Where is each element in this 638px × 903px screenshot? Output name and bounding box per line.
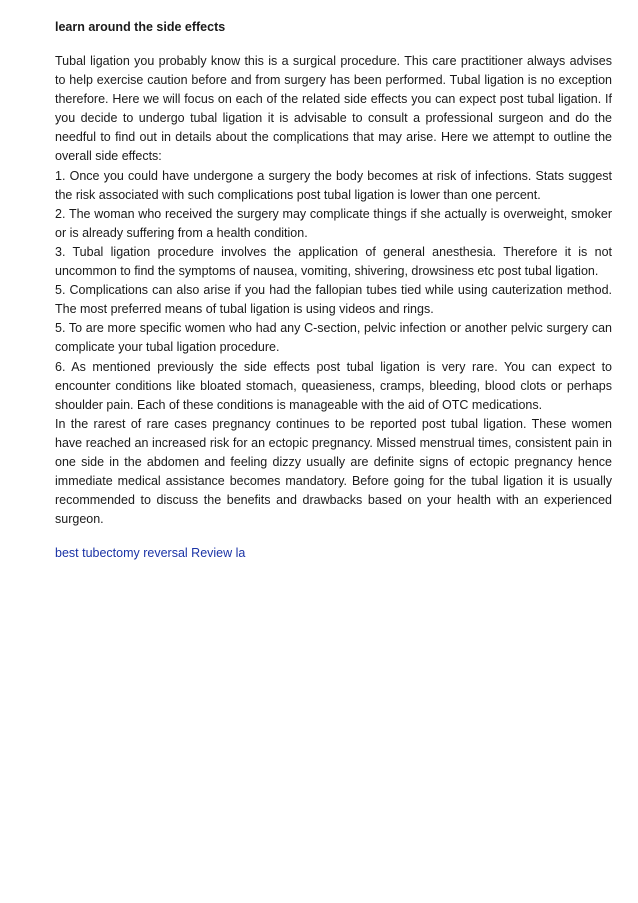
document-title: learn around the side effects — [55, 20, 226, 34]
side-effect-item-2: 2. The woman who received the surgery may complicate things if she actually is overweight, smoker or is already suffering from a health condition. — [55, 206, 612, 240]
review-link[interactable]: best tubectomy reversal Review la — [55, 546, 246, 561]
side-effect-item-1: 1. Once you could have undergone a surgery the body becomes at risk of infections. Stats suggest the risk associated with such complications post tubal ligation is lower than one percent. — [55, 168, 612, 202]
side-effect-item-5: 5. To are more specific women who had any C-section, pelvic infection or another pelvic surgery can complicate your tubal ligation procedure. — [55, 321, 612, 355]
closing-paragraph: In the rarest of rare cases pregnancy continues to be reported post tubal ligation. These women have reached an increased risk for an ectopic pregnancy. Missed menstrual times, consistent pain in one side in the abdomen and feeling dizzy usually are definite signs of ectopic pregnancy hence immediate medical assistance becomes mandatory. Before going for the tubal ligation it is usually recommended to discuss the benefits and drawbacks based on your health with an experienced surgeon. — [55, 416, 612, 527]
document-page — [55, 18, 612, 563]
side-effect-item-3: 3. Tubal ligation procedure involves the application of general anesthesia. Therefore it is not uncommon to find the symptoms of nausea, vomiting, shivering, drowsiness etc post tubal ligation. — [55, 244, 612, 279]
intro-paragraph: Tubal ligation you probably know this is a surgical procedure. This care practitioner always advises to help exercise caution before and from surgery has been performed. Tubal ligation is no exception therefore. Here we will focus on each of the related side effects you can expect post tubal ligation. If you decide to undergo tubal ligation it is advisable to consult a professional surgeon and do the needful to find out in details about the complications that may arise. Here we attempt to outline the overall side effects: — [55, 54, 612, 164]
document-body — [55, 52, 612, 529]
side-effect-item-4: 5. Complications can also arise if you had the fallopian tubes tied while using cauterization method. The most preferred means of tubal ligation is using videos and rings. — [55, 283, 612, 317]
side-effect-item-6: 6. As mentioned previously the side effects post tubal ligation is very rare. You can expect to encounter conditions like bloated stomach, queasieness, cramps, bleeding, blood clots or perhaps shoulder pain. Each of these conditions is manageable with the aid of OTC medications. — [55, 359, 612, 412]
